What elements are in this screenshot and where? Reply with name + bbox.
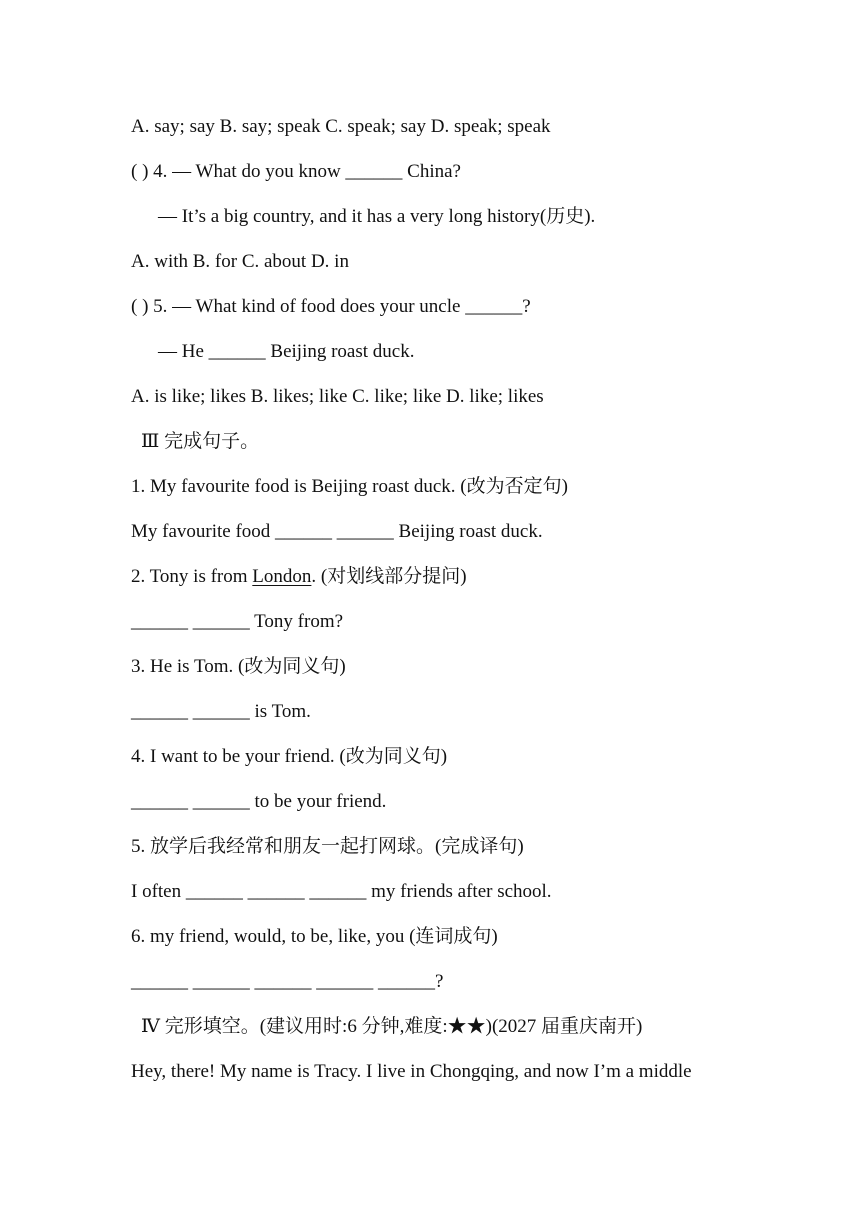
s3-item-2-prompt-before: 2. Tony is from [131,566,253,587]
s3-item-6-blank: ______ ______ ______ ______ ______? [131,971,444,992]
s3-item-2-blank: ______ ______ Tony from? [131,611,344,632]
s3-item-1-prompt: 1. My favourite food is Beijing roast duck. (改为否定句) [131,476,568,497]
s3-item-5-blank: I often ______ ______ ______ my friends after school. [131,881,552,902]
q5-options: A. is like; likes B. likes; like C. like; like D. like; likes [131,386,544,407]
s3-item-3-prompt: 3. He is Tom. (改为同义句) [131,656,346,677]
q3-options: A. say; say B. say; speak C. speak; say D. speak; speak [131,116,551,137]
s3-item-2-underlined-word: London [252,566,312,587]
s3-item-6-prompt: 6. my friend, would, to be, like, you (连词成句) [131,926,498,947]
q5-answer: — He ______ Beijing roast duck. [158,341,415,362]
s3-item-4-prompt: 4. I want to be your friend. (改为同义句) [131,746,448,767]
q4-answer: — It’s a big country, and it has a very long history(历史). [158,206,596,227]
section-4-passage: Hey, there! My name is Tracy. I live in Chongqing, and now I’m a middle [131,1061,692,1082]
s3-item-2-prompt [131,565,820,589]
section-4-heading: Ⅳ 完形填空。(建议用时:6 分钟,难度:★★)(2027 届重庆南开) [141,1016,643,1037]
s3-item-5-prompt: 5. 放学后我经常和朋友一起打网球。(完成译句) [131,836,524,857]
s3-item-4-blank: ______ ______ to be your friend. [131,791,387,812]
q4-options: A. with B. for C. about D. in [131,251,349,272]
section-3-heading: Ⅲ 完成句子。 [141,431,260,452]
s3-item-1-blank: My favourite food ______ ______ Beijing roast duck. [131,521,543,542]
s3-item-2-prompt-after: . (对划线部分提问) [311,566,467,587]
q4-question: ( ) 4. — What do you know ______ China? [131,161,461,182]
q5-question: ( ) 5. — What kind of food does your uncle ______? [131,296,531,317]
s3-item-3-blank: ______ ______ is Tom. [131,701,311,722]
